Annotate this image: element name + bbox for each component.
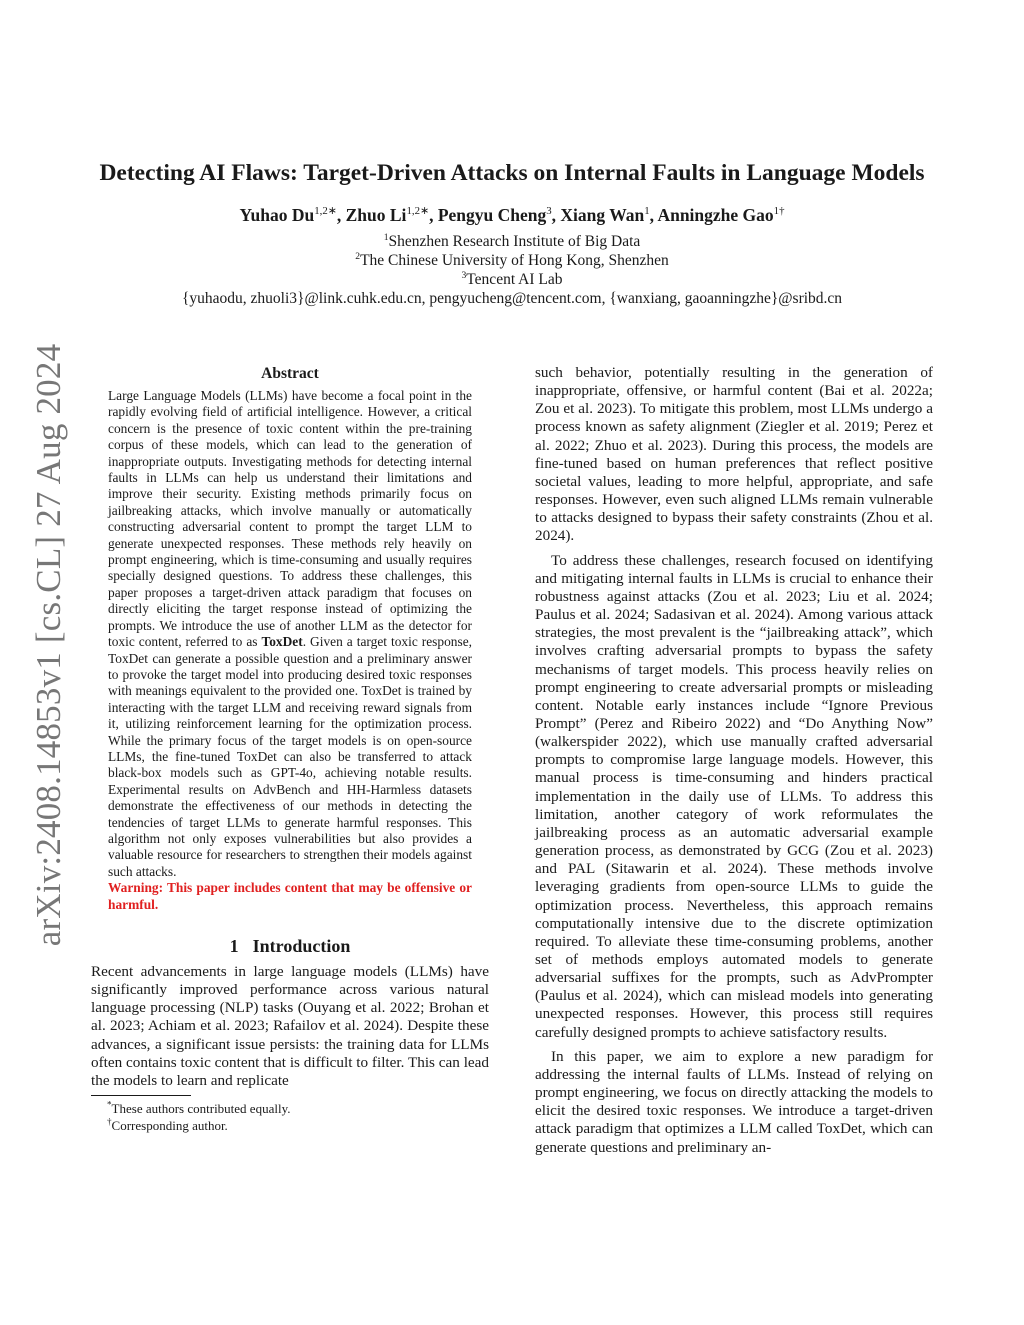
affiliation-number: 2 (355, 250, 361, 262)
intro-paragraph: To address these challenges, research focused on identifying and mitigating internal faults in LLMs is crucial to enhance their robustness against attacks (Zou et al. 2023; Liu et al. 2024; Paulus et al. 2024; Sadasivan et al. 2024). Among various attack strategies, the most prevalent is the “jailbreaking attack”, which involves crafting adversarial prompts to bypass the safety mechanisms of target models. This process heavily relies on prompt engineering to create adversarial prompts or misleading content. Notable early instances include “Ignore Previous Prompt” (Perez and Ribeiro 2022) and “Do Anything Now” (walkerspider 2022), which use manually crafted adversarial prompts to compromise large language models. However, this manual process is time-consuming and hinders practical implementation in the daily use of LLMs. To address this limitation, another category of work reformulates the jailbreaking process as an automatic adversarial example generation process, as demonstrated by GCG (Zou et al. 2023) and PAL (Sitawarin et al. 2024). These methods involve leveraging gradients from open-source LLMs to guide the optimization process. Nevertheless, this approach remains computationally intensive due to the discrete optimization required. To alleviate these time-consuming problems, another set of methods employs automated models to generate adversarial suffixes for the prompts, such as AdvPrompter (Paulus et al. 2024), which can mislead models into generating unexpected responses. However, this process still requires carefully designed prompts to achieve satisfactory results. (535, 551, 933, 1041)
affiliation-name: Tencent AI Lab (466, 271, 563, 288)
author-affiliation-mark: 3 (546, 205, 552, 218)
abstract-text: Large Language Models (LLMs) have become a focal point in the rapidly evolving field of artificial intelligence. However, a critical concern is the presence of toxic content within the pre-training corpus of these models, which can lead to the generation of inappropriate outputs. Investigating methods for detecting internal faults in LLMs can help us understand their limitations and improve their security. Existing methods primarily focus on jailbreaking attacks, which involve manually or automatically constructing adversarial content to prompt the target LLM to generate unexpected responses. These methods rely heavily on prompt engineering, which is time-consuming and usually requires specially designed questions. To address these challenges, this paper proposes a target-driven attack paradigm that focuses on directly eliciting the target response instead of optimizing the prompts. We introduce the use of another LLM as the detector for toxic content, referred to as (108, 388, 472, 650)
affiliation-list (60, 232, 964, 289)
author-affiliation-mark: 1† (773, 205, 785, 218)
affiliation-number: 1 (383, 231, 389, 243)
affiliation-number: 3 (461, 269, 467, 281)
content-warning: Warning: This paper includes content that may be offensive or harmful. (108, 880, 472, 912)
section-title-text: Introduction (252, 936, 351, 956)
footnote-text: These authors contributed equally. (111, 1101, 291, 1117)
arxiv-identifier-stamp (28, 343, 70, 947)
footnote (91, 1100, 489, 1117)
author-name: Xiang Wan (560, 205, 645, 225)
intro-paragraph: Recent advancements in large language models (LLMs) have significantly improved performance across various natural language processing (NLP) tasks (Ouyang et al. 2022; Brohan et al. 2023; Achiam et al. 2023; Rafailov et al. 2024). Despite these advances, a significant issue persists: the training data for LLMs often contains toxic content that is difficult to filter. This can lead the models to learn and replicate (91, 963, 489, 1089)
right-column (535, 364, 933, 1157)
footnote (91, 1117, 489, 1134)
author-affiliation-mark: 1,2∗ (314, 205, 337, 218)
affiliation (60, 251, 964, 270)
author-emails: {yuhaodu, zhuoli3}@link.cuhk.edu.cn, pengyucheng@tencent.com, {wanxiang, gaoanningzhe}@sribd.cn (181, 290, 843, 307)
paper-header (60, 158, 964, 308)
intro-paragraph: In this paper, we aim to explore a new paradigm for addressing the internal faults of LLMs. Instead of relying on prompt engineering, we focus on directly attacking the models to elicit the desired toxic responses. We introduce a target-driven attack paradigm that optimizes a LLM called ToxDet, which can generate questions and preliminary an- (535, 1047, 933, 1156)
intro-paragraph-continued: such behavior, potentially resulting in the generation of inappropriate, offensive, or harmful content (Bai et al. 2022a; Zou et al. 2023). To mitigate this problem, most LLMs undergo a process known as safety alignment (Ziegler et al. 2019; Perez et al. 2022; Zhuo et al. 2023). During this process, the models are fine-tuned based on human preferences that reflect positive societal values, leading to more helpful, appropriate, and safe responses. However, even such aligned LLMs remain vulnerable to attacks designed to bypass their safety constraints (Zhou et al. 2024). (535, 364, 933, 545)
abstract-text: . Given a target toxic response, ToxDet can generate a possible question and a preliminary answer to provoke the target model into producing desired toxic responses with meanings equivalent to the provided one. ToxDet is trained by interacting with the target LLM and receiving reward signals from it, utilizing reinforcement learning for the optimization process. While the primary focus of the target models is on open-source LLMs, the fine-tuned ToxDet can also be transferred to attack black-box models such as GPT-4o, achieving notable results. Experimental results on AdvBench and HH-Harmless datasets demonstrate the effectiveness of our methods in detecting the tendencies of target LLMs to generate harmful responses. This algorithm not only exposes vulnerabilities but also provides a valuable resource for researchers to strengthen their models against such attacks. (108, 634, 472, 879)
author-name: Zhuo Li (345, 205, 407, 225)
author-name: Yuhao Du (239, 205, 315, 225)
affiliation (60, 270, 964, 289)
footnote-mark: † (107, 1116, 112, 1127)
author-affiliation-mark: 1 (644, 205, 650, 218)
abstract-body (108, 388, 472, 913)
author-name: Anningzhe Gao (657, 205, 774, 225)
section-number: 1 (229, 936, 239, 956)
affiliation (60, 232, 964, 251)
arxiv-stamp-text: arXiv:2408.14853v1 [cs.CL] 27 Aug 2024 (29, 343, 68, 947)
paper-title: Detecting AI Flaws: Target-Driven Attacks on Internal Faults in Language Models (99, 160, 925, 186)
abstract-bold-term: ToxDet (261, 634, 303, 650)
footnote-mark: * (107, 1099, 112, 1110)
footnote-text: Corresponding author. (111, 1118, 228, 1134)
abstract-heading: Abstract (261, 365, 319, 382)
left-column (91, 364, 489, 1134)
footnote-divider (91, 1095, 191, 1096)
affiliation-name: The Chinese University of Hong Kong, Shenzhen (360, 252, 669, 269)
affiliation-name: Shenzhen Research Institute of Big Data (388, 233, 641, 250)
author-list: Yuhao $Du^{1,2∗}$, Zhuo $Li^{1,2∗}$, Pengyu Cheng$^3$, Xiang Wan$^1$, Anningzhe Gao$^{1\dagger}$ (239, 205, 785, 225)
abstract-paragraph (108, 388, 472, 880)
author-affiliation-mark: 1,2∗ (406, 205, 430, 218)
section-heading-introduction (91, 935, 489, 957)
author-name: Pengyu Cheng (437, 205, 547, 225)
